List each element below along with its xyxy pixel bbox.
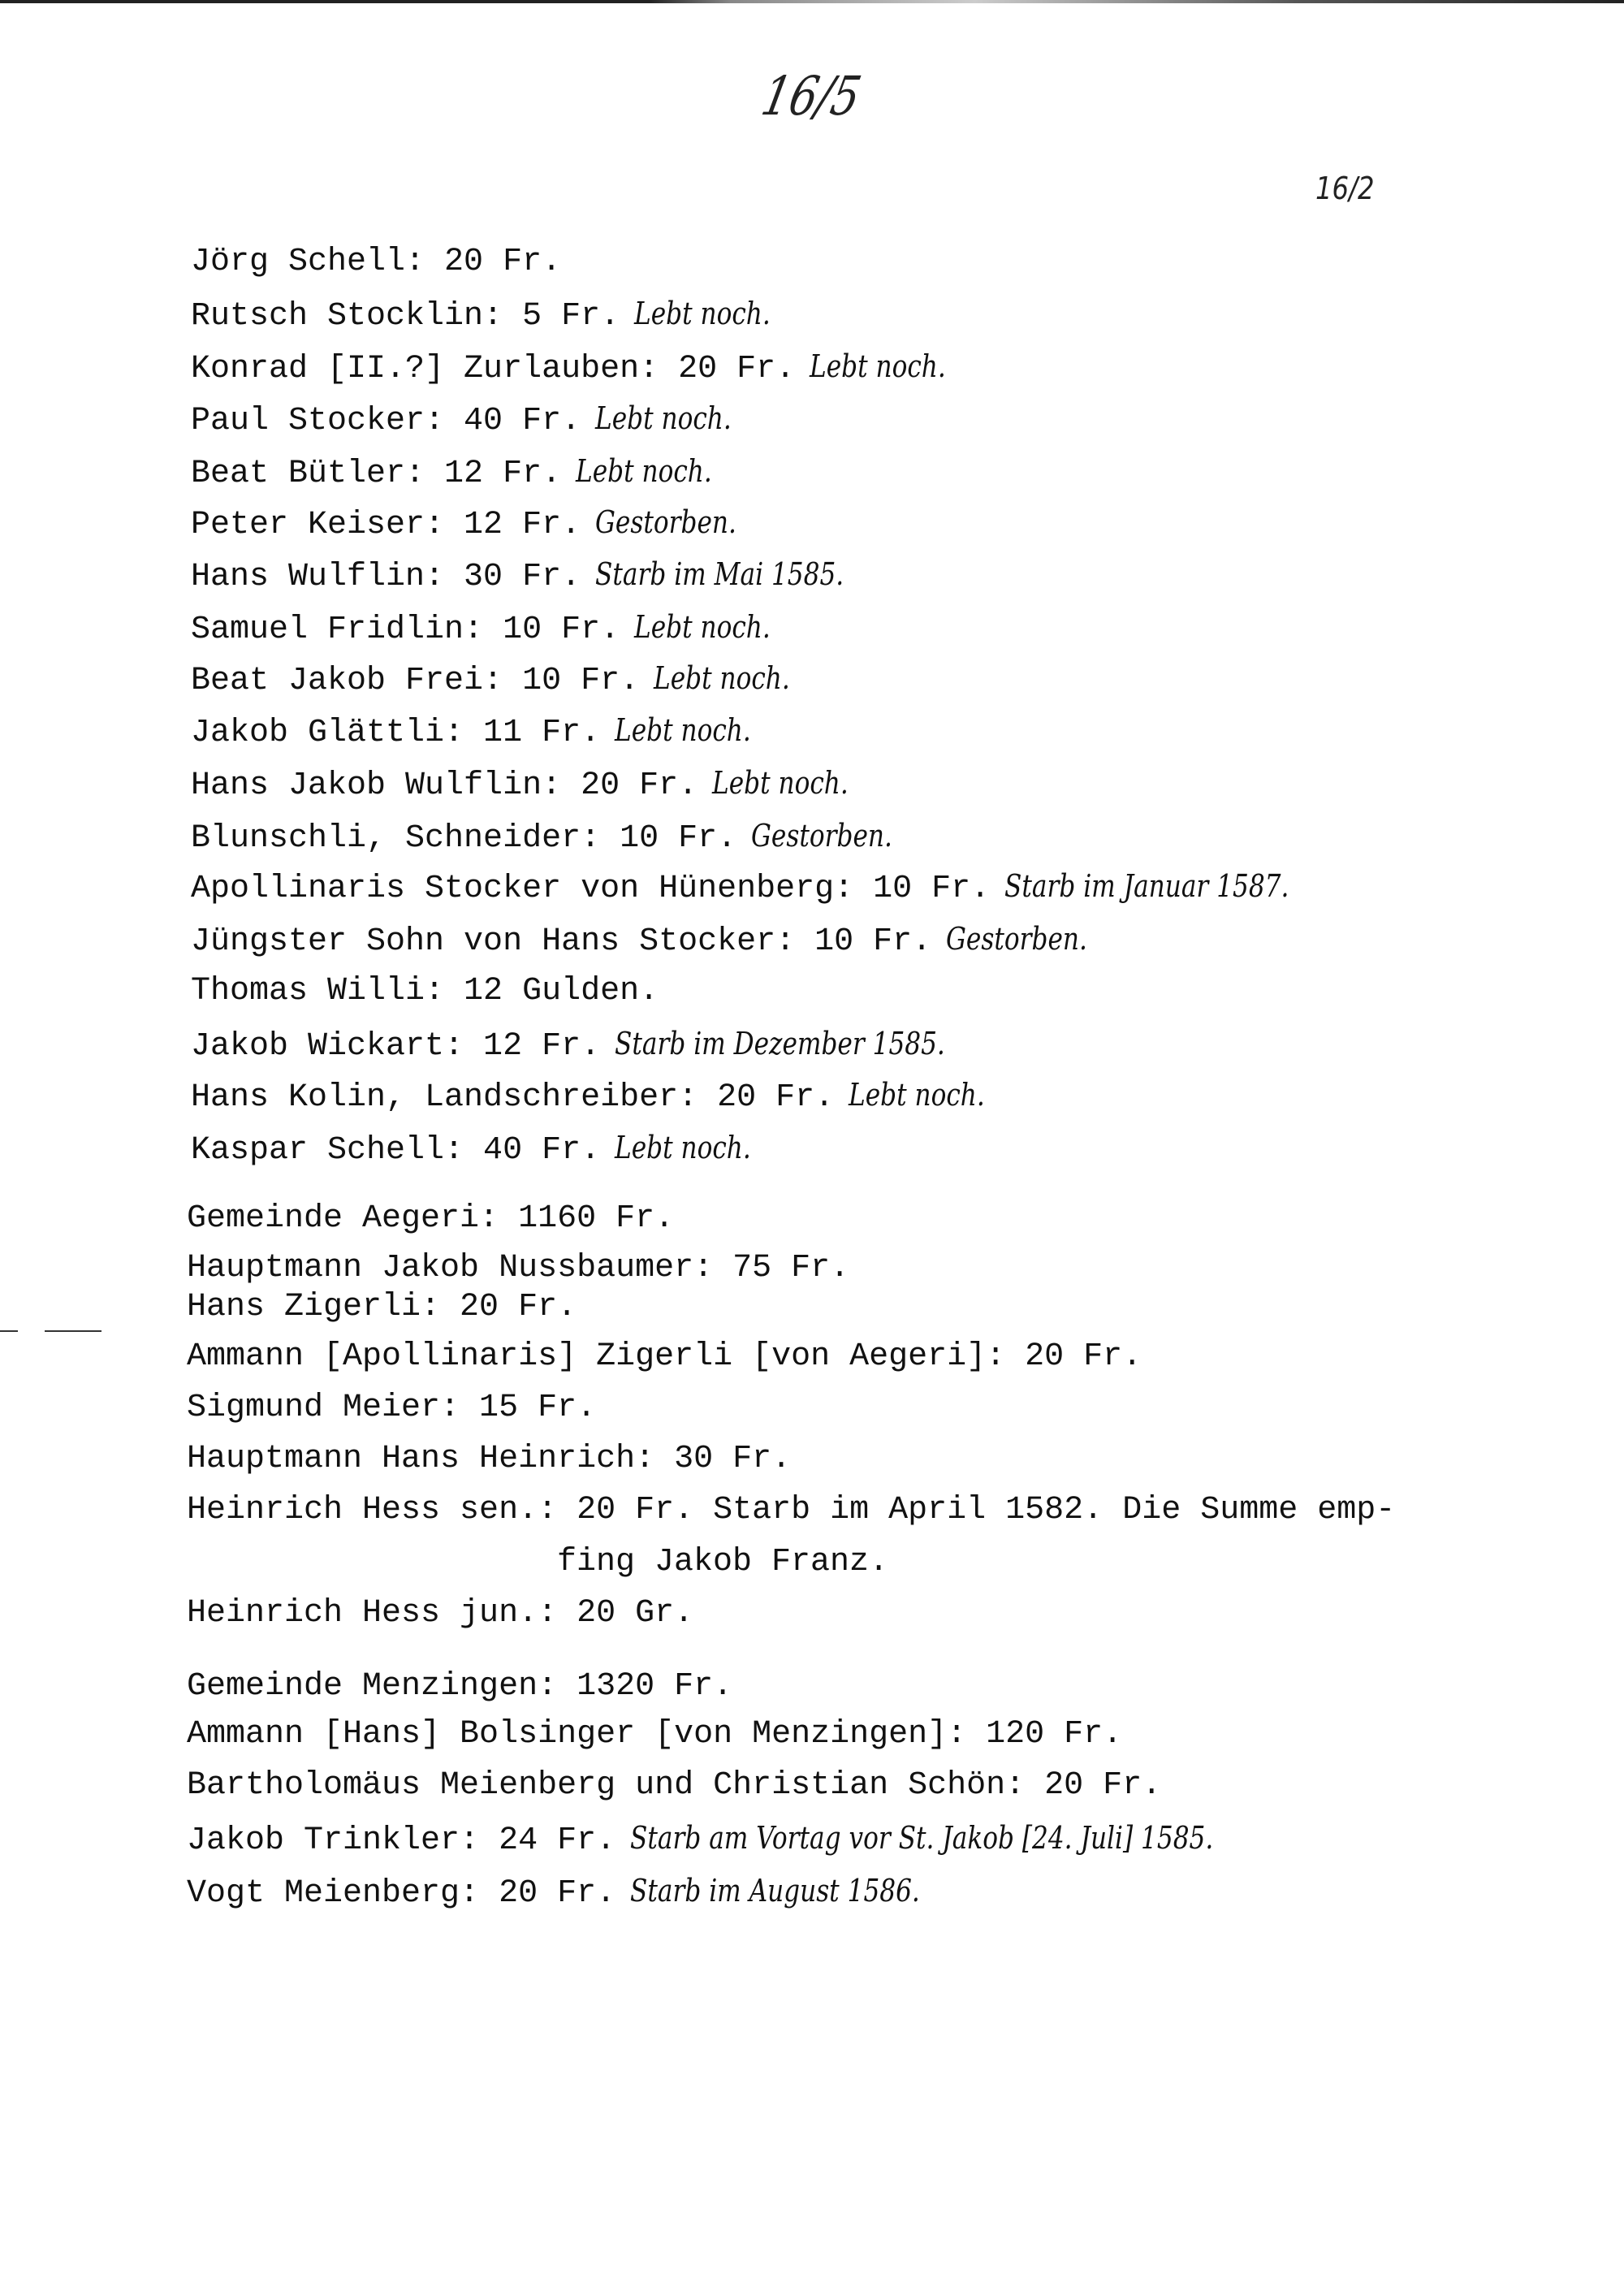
entry-line — [187, 1248, 849, 1289]
entry-line — [187, 1337, 1142, 1377]
entry-line — [191, 502, 767, 546]
entry-text: Jüngster Sohn von Hans Stocker: 10 Fr. — [191, 923, 932, 960]
entry-note: Lebt noch. — [615, 712, 751, 748]
entry-note: Lebt noch. — [712, 765, 849, 801]
margin-mark — [45, 1330, 102, 1332]
entry-text: Paul Stocker: 40 Fr. — [191, 403, 581, 439]
entry-note: Lebt noch. — [634, 296, 771, 331]
entry-line — [187, 1490, 1395, 1531]
page-number: 16/2 — [1315, 171, 1375, 206]
entry-text: Ammann [Apollinaris] Zigerli [von Aegeri]: 20 Fr. — [187, 1338, 1142, 1375]
entry-text: Hans Kolin, Landschreiber: 20 Fr. — [191, 1079, 835, 1116]
entry-line — [187, 1870, 983, 1914]
entry-text: Peter Keiser: 12 Fr. — [191, 507, 581, 543]
entry-text: Heinrich Hess jun.: 20 Gr. — [187, 1595, 694, 1632]
entry-line — [191, 451, 742, 495]
entry-note: Starb im August 1586. — [630, 1873, 920, 1909]
entry-note: Lebt noch. — [595, 400, 732, 436]
entry-text: Gemeinde Aegeri: 1160 Fr. — [187, 1200, 675, 1237]
entry-text: Rutsch Stocklin: 5 Fr. — [191, 298, 620, 335]
entry-text: Hauptmann Hans Heinrich: 30 Fr. — [187, 1441, 792, 1477]
entry-note: Starb im Dezember 1585. — [615, 1026, 945, 1061]
entry-line — [191, 919, 1118, 962]
entry-note: Lebt noch. — [654, 660, 790, 696]
entry-line — [191, 658, 820, 702]
entry-note: Lebt noch. — [634, 609, 771, 645]
entry-line — [191, 346, 976, 390]
entry-note: Lebt noch. — [576, 453, 712, 489]
entry-note: Lebt noch. — [810, 348, 946, 384]
entry-text: Ammann [Hans] Bolsinger [von Menzingen]: 120 Fr. — [187, 1716, 1123, 1753]
entry-text: Bartholomäus Meienberg und Christian Schön: 20 Fr. — [187, 1767, 1162, 1804]
scan-edge-line — [0, 0, 1624, 3]
entry-text: Jakob Trinkler: 24 Fr. — [187, 1822, 616, 1859]
entry-text: fing Jakob Franz. — [557, 1544, 889, 1580]
entry-line — [187, 1439, 791, 1480]
entry-line — [187, 1287, 577, 1328]
entry-text: Jakob Glättli: 11 Fr. — [191, 715, 601, 751]
entry-line — [191, 763, 879, 806]
entry-text: Kaspar Schell: 40 Fr. — [191, 1132, 601, 1169]
entry-note: Starb am Vortag vor St. Jakob [24. Juli] 1585. — [630, 1820, 1214, 1856]
entry-line — [557, 1542, 888, 1583]
entry-text: Gemeinde Menzingen: 1320 Fr. — [187, 1668, 733, 1705]
entry-text: Heinrich Hess sen.: 20 Fr. Starb im April 1582. Die Summe emp- — [187, 1492, 1396, 1528]
entry-note: Starb im Mai 1585. — [595, 556, 844, 592]
entry-note: Lebt noch. — [615, 1130, 751, 1165]
entry-text: Hans Zigerli: 20 Fr. — [187, 1289, 577, 1325]
entry-line — [191, 866, 1352, 910]
entry-text: Apollinaris Stocker von Hünenberg: 10 Fr. — [191, 871, 991, 907]
entry-line — [191, 607, 801, 651]
entry-note: Gestorben. — [751, 818, 892, 854]
entry-line — [191, 1074, 1015, 1118]
entry-line — [187, 1593, 693, 1634]
entry-text: Jörg Schell: 20 Fr. — [191, 244, 562, 280]
entry-text: Hans Wulflin: 30 Fr. — [191, 559, 581, 595]
entry-text: Thomas Willi: 12 Gulden. — [191, 973, 659, 1009]
entry-note: Gestorben. — [595, 504, 736, 540]
entry-text: Blunschli, Schneider: 10 Fr. — [191, 820, 737, 857]
entry-text: Hauptmann Jakob Nussbaumer: 75 Fr. — [187, 1250, 850, 1286]
entry-line — [191, 293, 801, 337]
entry-text: Konrad [II.?] Zurlauben: 20 Fr. — [191, 351, 796, 387]
entry-line — [191, 242, 561, 283]
handwritten-folio-number: 16/5 — [756, 65, 866, 128]
entry-text: Jakob Wickart: 12 Fr. — [191, 1028, 601, 1065]
entry-text: Hans Jakob Wulflin: 20 Fr. — [191, 767, 698, 804]
entry-line — [191, 710, 781, 754]
entry-text: Beat Bütler: 12 Fr. — [191, 456, 562, 492]
entry-line — [187, 1714, 1122, 1755]
entry-line — [191, 398, 762, 442]
entry-line — [187, 1388, 596, 1429]
entry-note: Starb im Januar 1587. — [1004, 868, 1289, 904]
entry-line — [191, 554, 898, 598]
entry-line — [187, 1667, 732, 1707]
entry-note: Lebt noch. — [849, 1077, 985, 1113]
entry-line — [187, 1818, 1341, 1861]
entry-text: Vogt Meienberg: 20 Fr. — [187, 1875, 616, 1912]
entry-text: Sigmund Meier: 15 Fr. — [187, 1390, 597, 1426]
entry-text: Beat Jakob Frei: 10 Fr. — [191, 663, 640, 699]
margin-mark — [0, 1330, 18, 1332]
entry-line — [187, 1199, 674, 1239]
entry-text: Samuel Fridlin: 10 Fr. — [191, 612, 620, 648]
entry-note: Gestorben. — [946, 921, 1088, 957]
entry-line — [191, 815, 923, 859]
entry-line — [191, 1023, 1017, 1067]
entry-line — [191, 1127, 781, 1171]
entry-line — [191, 971, 659, 1012]
entry-line — [187, 1766, 1161, 1806]
